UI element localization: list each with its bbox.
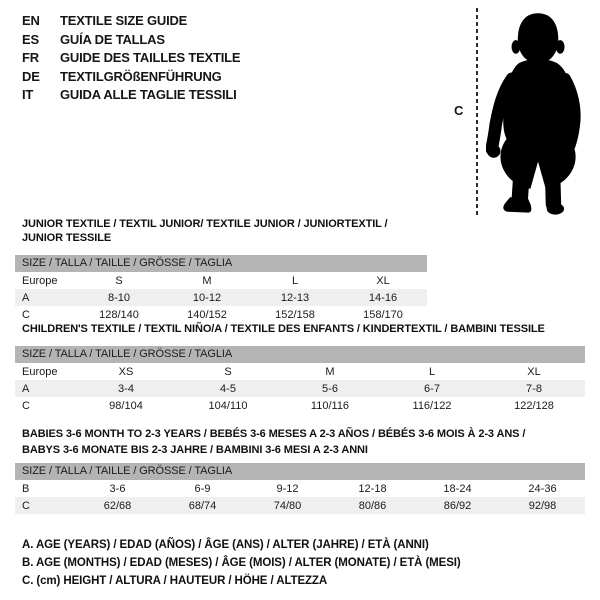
language-row (22, 86, 240, 105)
size-cell: 104/110 (208, 399, 248, 412)
footnote-b: B. AGE (MONTHS) / EDAD (MESES) / ÂGE (MOIS) / ALTER (MONATE) / ETÀ (MESI) (22, 557, 461, 569)
size-cell: S (115, 274, 123, 287)
size-cell: M (202, 274, 212, 287)
size-cell: 6-7 (424, 382, 440, 395)
language-code: EN (22, 13, 40, 28)
size-cell: 110/116 (310, 399, 350, 412)
silhouette-head (518, 13, 558, 63)
size-cell: 18-24 (443, 482, 472, 495)
size-cell: 6-9 (194, 482, 211, 495)
table-row (15, 497, 585, 514)
section-title: CHILDREN'S TEXTILE / TEXTIL NIÑO/A / TEXTILE DES ENFANTS / KINDERTEXTIL / BAMBINI TESSILE (22, 323, 545, 335)
size-cell: 92/98 (528, 499, 557, 512)
row-label: B (22, 482, 30, 495)
row-label: Europe (22, 274, 58, 287)
size-cell: 5-6 (322, 382, 338, 395)
language-title: GUÍA DE TALLAS (60, 31, 165, 47)
table-row (15, 380, 585, 397)
footnote-a: A. AGE (YEARS) / EDAD (AÑOS) / ÂGE (ANS) / ALTER (JAHRE) / ETÀ (ANNI) (22, 539, 429, 551)
size-cell: 74/80 (273, 499, 302, 512)
size-cell: 68/74 (188, 499, 217, 512)
size-cell: 62/68 (103, 499, 132, 512)
language-code: ES (22, 31, 39, 47)
table-row (15, 289, 427, 306)
language-title: GUIDE DES TAILLES TEXTILE (60, 50, 241, 66)
size-cell: 140/152 (187, 308, 227, 321)
size-cell: XS (118, 365, 134, 378)
footnote-c: C. (cm) HEIGHT / ALTURA / HAUTEUR / HÖHE / ALTEZZA (22, 575, 328, 587)
size-header-bar: SIZE / TALLA / TAILLE / GRÖSSE / TAGLIA (15, 255, 427, 272)
silhouette-hand (487, 144, 500, 157)
size-cell: 152/158 (275, 308, 315, 321)
size-cell: 12-18 (358, 482, 387, 495)
size-cell: 98/104 (109, 399, 143, 412)
silhouette-leg (520, 171, 522, 200)
size-cell: 7-8 (526, 382, 542, 395)
height-measure-figure (452, 5, 598, 217)
row-label: C (22, 399, 30, 412)
size-cell: 3-6 (109, 482, 126, 495)
babies-size-table (15, 480, 585, 514)
section-babies (15, 426, 585, 514)
row-label: A (22, 382, 30, 395)
language-row (22, 68, 240, 87)
language-title-list (22, 12, 240, 105)
silhouette-leg (552, 171, 553, 204)
section-childrens-textile (15, 322, 585, 414)
size-cell: XL (376, 274, 390, 287)
table-row (15, 272, 427, 289)
language-title: GUIDA ALLE TAGLIE TESSILI (60, 87, 237, 103)
section-title-line2: BABYS 3-6 MONATE BIS 2-3 JAHRE / BAMBINI 3-6 MESI A 2-3 ANNI (22, 444, 368, 456)
measure-c-label: C (454, 103, 464, 118)
row-label: A (22, 291, 30, 304)
size-cell: 3-4 (118, 382, 134, 395)
section-title: JUNIOR TEXTILE / TEXTIL JUNIOR/ TEXTILE JUNIOR / JUNIORTEXTIL / JUNIOR TESSILE (22, 218, 388, 244)
language-row (22, 31, 240, 50)
size-cell: 128/140 (99, 308, 139, 321)
language-title: TEXTILGRÖßENFÜHRUNG (60, 68, 222, 84)
size-cell: L (428, 365, 436, 378)
table-row (15, 397, 585, 414)
row-label: Europe (22, 365, 58, 378)
size-cell: 8-10 (107, 291, 131, 304)
size-cell: 116/122 (412, 399, 452, 412)
height-dotted-line (476, 8, 478, 217)
table-row (15, 480, 585, 497)
size-cell: 158/170 (363, 308, 403, 321)
size-header-bar: SIZE / TALLA / TAILLE / GRÖSSE / TAGLIA (15, 346, 585, 363)
language-code: IT (22, 87, 34, 103)
size-cell: M (325, 365, 335, 378)
size-cell: 122/128 (514, 399, 554, 412)
footnote-legend (22, 536, 461, 590)
language-code: DE (22, 68, 40, 84)
size-header-bar: SIZE / TALLA / TAILLE / GRÖSSE / TAGLIA (15, 463, 585, 480)
language-row (22, 49, 240, 68)
section-junior-textile (15, 217, 427, 323)
language-code: FR (22, 50, 39, 66)
silhouette-foot (547, 203, 564, 215)
junior-size-table (15, 272, 427, 323)
language-row (22, 12, 240, 31)
size-cell: 24-36 (528, 482, 557, 495)
children-size-table (15, 363, 585, 414)
language-title: TEXTILE SIZE GUIDE (60, 13, 188, 28)
table-row (15, 363, 585, 380)
row-label: C (22, 499, 30, 512)
size-cell: 14-16 (368, 291, 398, 304)
size-cell: L (291, 274, 299, 287)
size-cell: 12-13 (280, 291, 310, 304)
size-cell: 4-5 (220, 382, 236, 395)
row-label: C (22, 308, 30, 321)
section-title: BABIES 3-6 MONTH TO 2-3 YEARS / BEBÉS 3-6 MESES A 2-3 AÑOS / BÉBÉS 3-6 MOIS À 2-3 ANS / (22, 428, 526, 440)
size-cell: 80/86 (358, 499, 387, 512)
table-row (15, 306, 427, 323)
size-cell: XL (527, 365, 541, 378)
size-cell: 86/92 (443, 499, 472, 512)
toddler-silhouette (486, 5, 592, 217)
size-cell: 9-12 (276, 482, 299, 495)
silhouette-foot (503, 197, 531, 212)
size-cell: S (224, 365, 232, 378)
size-cell: 10-12 (192, 291, 222, 304)
